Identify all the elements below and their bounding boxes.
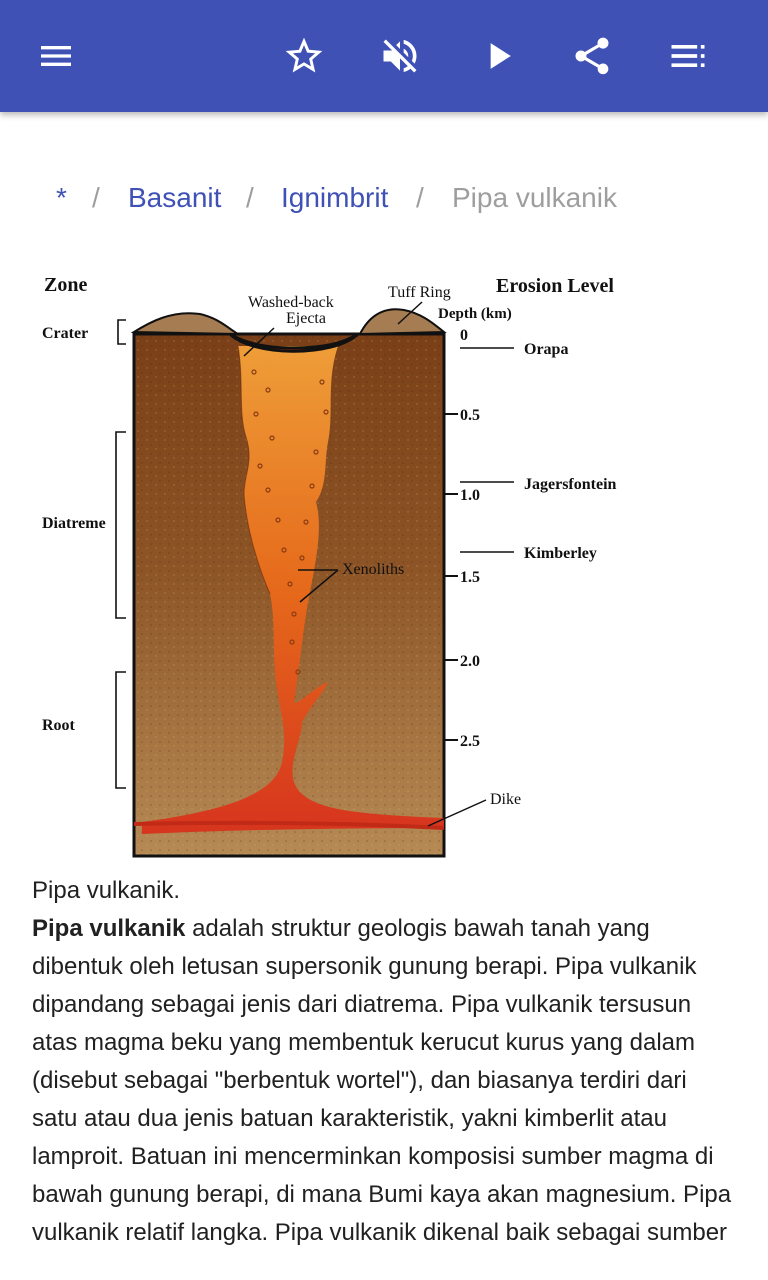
depth-header: Depth (km) (438, 306, 512, 322)
depth-tick-label: 1.5 (460, 569, 480, 586)
zone-label-root: Root (42, 717, 75, 734)
hamburger-menu-icon[interactable] (28, 28, 84, 84)
app-bar (0, 0, 768, 112)
play-icon[interactable] (470, 28, 526, 84)
zone-brackets (116, 320, 126, 788)
depth-tick-label: 0 (460, 327, 468, 344)
article-body (32, 910, 736, 1252)
figure-caption: Pipa vulkanik. (32, 877, 181, 904)
breadcrumb-current-page: Pipa vulkanik (452, 182, 617, 213)
erosion-level-orapa: Orapa (524, 341, 569, 358)
erosion-level-header: Erosion Level (496, 275, 614, 297)
article-term: Pipa vulkanik (32, 915, 186, 942)
depth-tick-label: 1.0 (460, 487, 480, 504)
depth-tick-label: 0.5 (460, 407, 480, 424)
dike-label: Dike (490, 791, 522, 808)
breadcrumb (0, 176, 768, 220)
depth-ticks (444, 414, 458, 740)
breadcrumb-separator: / (92, 182, 100, 213)
star-outline-icon[interactable] (276, 28, 332, 84)
xenoliths-label: Xenoliths (342, 561, 405, 578)
zone-header: Zone (44, 274, 88, 296)
share-icon[interactable] (564, 28, 620, 84)
breadcrumb-home-link[interactable]: * (56, 182, 67, 213)
volume-off-icon[interactable] (372, 28, 428, 84)
breadcrumb-separator: / (416, 182, 424, 213)
breadcrumb-link-basanit[interactable]: Basanit (128, 182, 222, 213)
zone-label-diatreme: Diatreme (42, 515, 106, 532)
zone-label-crater: Crater (42, 325, 89, 342)
depth-tick-label: 2.0 (460, 653, 480, 670)
ejecta-label: Ejecta (286, 310, 326, 327)
depth-tick-label: 2.5 (460, 733, 480, 750)
breadcrumb-separator: / (246, 182, 254, 213)
volcanic-pipe-diagram[interactable] (32, 262, 632, 862)
erosion-level-kimberley: Kimberley (524, 545, 597, 562)
erosion-level-jagersfontein: Jagersfontein (524, 476, 617, 493)
erosion-level-lines (460, 348, 514, 552)
playlist-icon[interactable] (660, 28, 716, 84)
breadcrumb-link-ignimbrit[interactable]: Ignimbrit (281, 182, 389, 213)
washed-back-label: Washed-back (248, 294, 334, 311)
article-text: adalah struktur geologis bawah tanah yang dibentuk oleh letusan supersonik gunung berapi. Pipa vulkanik dipandang sebagai jenis dari diatrema. Pipa vulkanik tersusun atas magma beku yang membentuk kerucut kurus yang dalam (disebut sebagai "berbentuk wortel"), dan biasanya terdiri dari satu atau dua jenis batuan karakteristik, yakni kimberlit atau lamproit. Batuan ini mencerminkan komposisi sumber magma di bawah gunung berapi, di mana Bumi kaya akan magnesium. Pipa vulkanik relatif langka. Pipa vulkanik dikenal baik sebagai sumber (32, 915, 732, 1246)
tuff-ring-label: Tuff Ring (388, 284, 451, 301)
